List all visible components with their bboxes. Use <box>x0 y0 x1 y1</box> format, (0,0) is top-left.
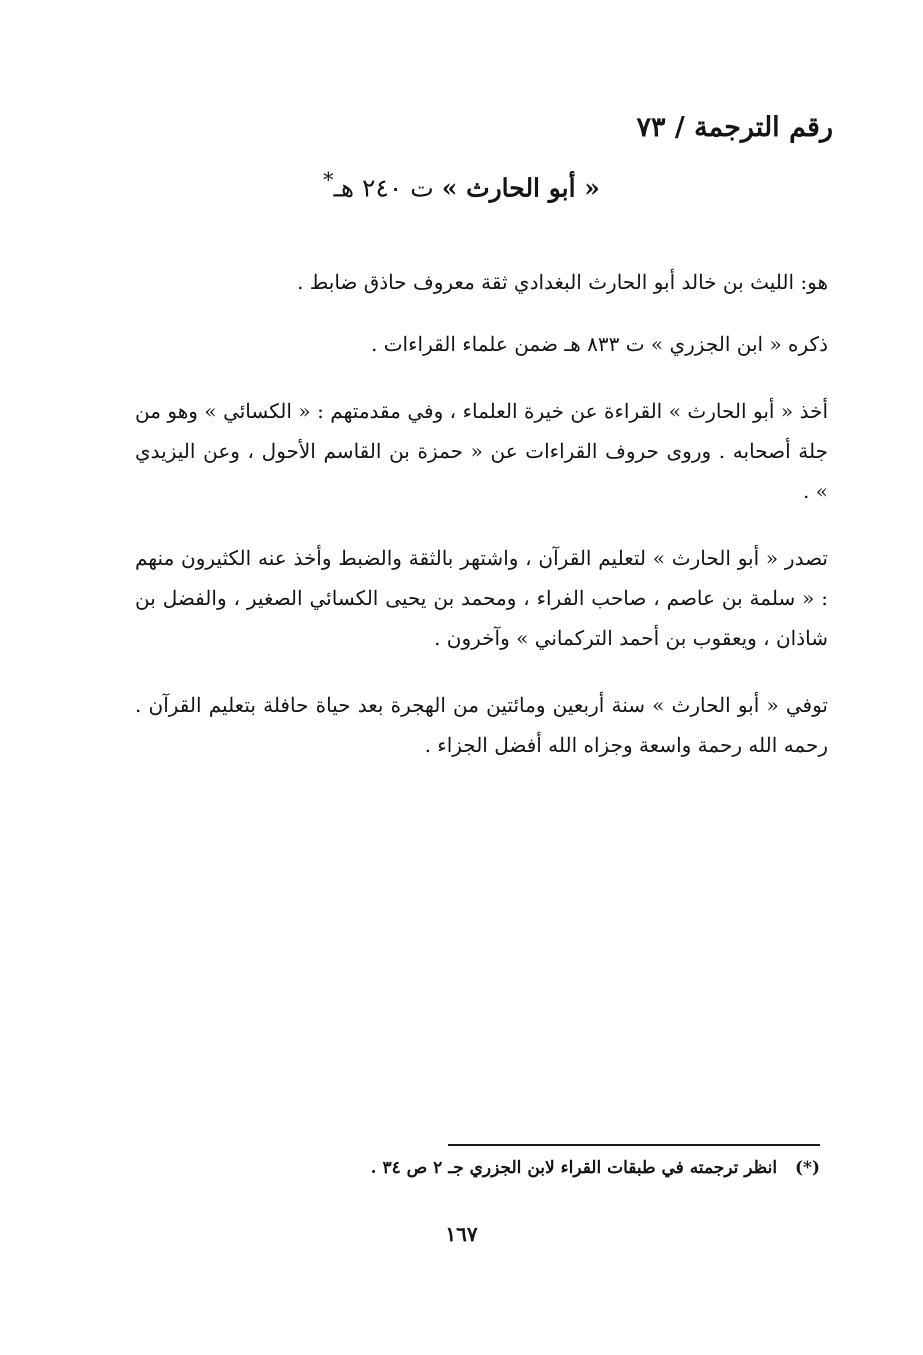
paragraph-teachers: أخذ « أبو الحارث » القراءة عن خيرة العلماء ، وفي مقدمتهم : « الكسائي » وهو من جلة أصحابه . وروى حروف القراءات عن « حمزة بن القاسم الأحول ، وعن اليزيدي » . <box>135 399 828 503</box>
footnote-reference: * <box>323 168 334 192</box>
entry-number: رقم الترجمة / ٧٣ <box>636 112 833 143</box>
footnote-marker: (*) <box>795 1158 820 1178</box>
footnote-divider <box>448 1144 820 1146</box>
footnote <box>371 1158 820 1178</box>
entry-title-date: ت ٢٤٠ هـ <box>333 173 434 203</box>
footnote-text: انظر ترجمته في طبقات القراء لابن الجزري جـ ٢ ص ٣٤ . <box>370 1158 778 1178</box>
entry-title <box>0 168 923 202</box>
biography-text <box>135 262 828 792</box>
paragraph-death: توفي « أبو الحارث » سنة أربعين ومائتين من الهجرة بعد حياة حافلة بتعليم القرآن . رحمه الله رحمة واسعة وجزاه الله أفضل الجزاء . <box>135 693 828 757</box>
paragraph-mention: ذكره « ابن الجزري » ت ٨٣٣ هـ ضمن علماء القراءات . <box>371 332 828 356</box>
paragraph-identity: هو: الليث بن خالد أبو الحارث البغدادي ثقة معروف حاذق ضابط . <box>297 270 828 294</box>
entry-title-name: « أبو الحارث » <box>441 173 600 203</box>
page-number: ١٦٧ <box>445 1222 478 1246</box>
paragraph-students: تصدر « أبو الحارث » لتعليم القرآن ، واشتهر بالثقة والضبط وأخذ عنه الكثيرون منهم : « سلمة بن عاصم ، صاحب الفراء ، ومحمد بن يحيى الكسائي الصغير ، والفضل بن شاذان ، ويعقوب بن أحمد التركماني » وآخرون . <box>135 546 828 650</box>
